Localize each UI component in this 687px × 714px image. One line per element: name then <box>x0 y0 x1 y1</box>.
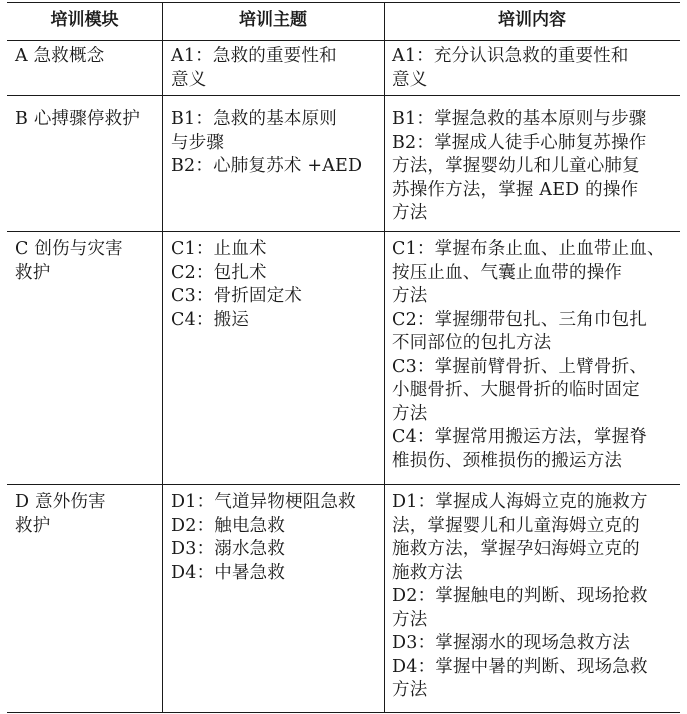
row-b-topic: B1：急救的基本原则 与步骤 B2：心肺复苏术 +AED <box>171 109 363 176</box>
header-bottom-rule <box>7 40 680 41</box>
row-b-bottom-rule <box>7 231 680 232</box>
row-a-topic: A1：急救的重要性和 意义 <box>171 46 337 90</box>
row-c-bottom-rule <box>7 484 680 485</box>
header-topic: 培训主题 <box>239 10 307 30</box>
row-a-bottom-rule <box>7 95 680 96</box>
row-b-content: B1：掌握急救的基本原则与步骤 B2：掌握成人徒手心肺复苏操作 方法，掌握婴幼儿和儿童心肺复 苏操作方法，掌握 AED 的操作 方法 <box>392 109 647 223</box>
row-d-topic: D1：气道异物梗阻急救 D2：触电急救 D3：溺水急救 D4：中暑急救 <box>171 492 356 583</box>
row-b-module: B 心搏骤停救护 <box>15 109 141 129</box>
row-d-module: D 意外伤害 救护 <box>15 492 106 536</box>
row-c-content: C1：掌握布条止血、止血带止血、 按压止血、气囊止血带的操作 方法 C2：掌握绷带包扎、三角巾包扎 不同部位的包扎方法 C3：掌握前臂骨折、上臂骨折、 小腿骨折、大腿骨折的临时固定 方法 C4：掌握常用搬运方法，掌握脊 椎损伤、颈椎损伤的搬运方法 <box>392 239 665 471</box>
column-divider-1 <box>162 2 163 712</box>
row-c-module: C 创伤与灾害 救护 <box>15 239 123 283</box>
column-divider-2 <box>384 2 385 712</box>
row-d-content: D1：掌握成人海姆立克的施救方 法，掌握婴儿和儿童海姆立克的 施救方法，掌握孕妇海姆立克的 施救方法 D2：掌握触电的判断、现场抢救 方法 D3：掌握溺水的现场急救方法 D4：掌握中暑的判断、现场急救 方法 <box>392 492 648 700</box>
row-a-content: A1：充分认识急救的重要性和 意义 <box>392 46 629 90</box>
row-c-topic: C1：止血术 C2：包扎术 C3：骨折固定术 C4：搬运 <box>171 239 303 330</box>
header-content: 培训内容 <box>498 10 566 30</box>
header-module: 培训模块 <box>50 10 119 30</box>
table-bottom-rule <box>7 712 680 713</box>
row-a-module: A 急救概念 <box>15 46 105 66</box>
